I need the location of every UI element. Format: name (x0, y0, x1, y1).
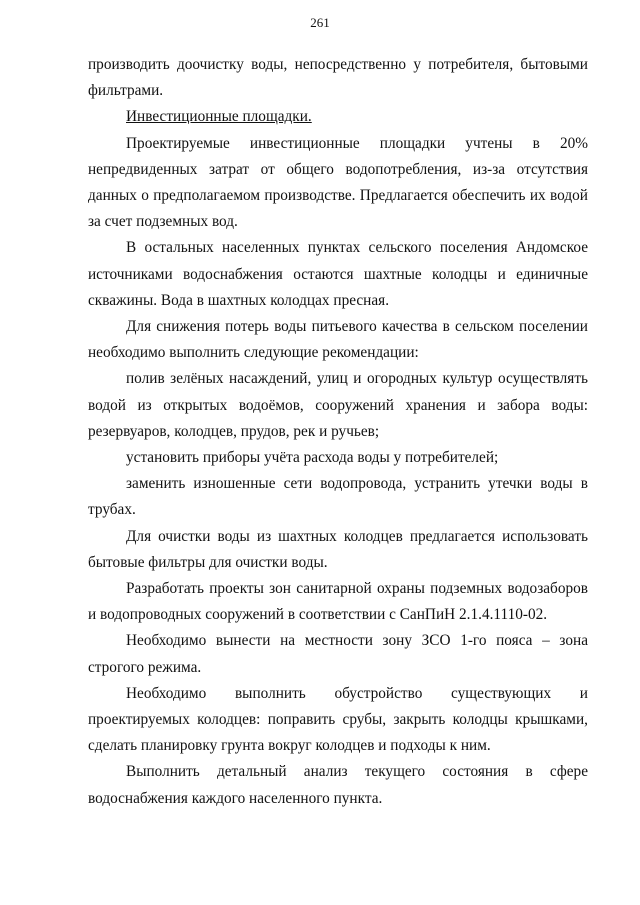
paragraph: В остальных населенных пунктах сельского поселения Андомское источниками водоснабжения остаются шахтные колодцы и единичные скважины. Вода в шахтных колодцах пресная. (88, 239, 588, 309)
paragraph: Необходимо вынести на местности зону ЗСО 1-го пояса – зона строгого режима. (88, 632, 588, 676)
paragraph-continuation: производить доочистку воды, непосредственно у потребителя, бытовыми фильтрами. (88, 56, 588, 100)
paragraph: Для снижения потерь воды питьевого качества в сельском поселении необходимо выполнить следующие рекомендации: (88, 318, 588, 362)
recommendation-item: установить приборы учёта расхода воды у потребителей; (126, 449, 499, 467)
section-heading-text: Инвестиционные площадки. (126, 108, 312, 126)
paragraph: Необходимо выполнить обустройство существующих и проектируемых колодцев: поправить срубы, закрыть колодцы крышками, сделать планировку грунта вокруг колодцев и подходы к ним. (88, 684, 588, 755)
recommendation-item: заменить изношенные сети водопровода, устранить утечки воды в трубах. (88, 475, 588, 519)
section-heading (88, 104, 588, 130)
document-body (88, 52, 588, 812)
paragraph: Выполнить детальный анализ текущего состояния в сфере водоснабжения каждого населенного пункта. (88, 763, 588, 807)
paragraph: Проектируемые инвестиционные площадки учтены в 20% непредвиденных затрат от общего водопотребления, из-за отсутствия данных о предполагаемом производстве. Предлагается обеспечить их водой за счет подземных вод. (88, 134, 588, 231)
page-number: 261 (310, 15, 330, 30)
paragraph: Для очистки воды из шахтных колодцев предлагается использовать бытовые фильтры для очистки воды. (88, 527, 588, 571)
paragraph: Разработать проекты зон санитарной охраны подземных водозаборов и водопроводных сооружений в соответствии с СанПиН 2.1.4.1110-02. (88, 580, 588, 624)
recommendation-item: полив зелёных насаждений, улиц и огородных культур осуществлять водой из открытых водоёмов, сооружений хранения и забора воды: резервуаров, колодцев, прудов, рек и ручьев; (88, 370, 588, 440)
